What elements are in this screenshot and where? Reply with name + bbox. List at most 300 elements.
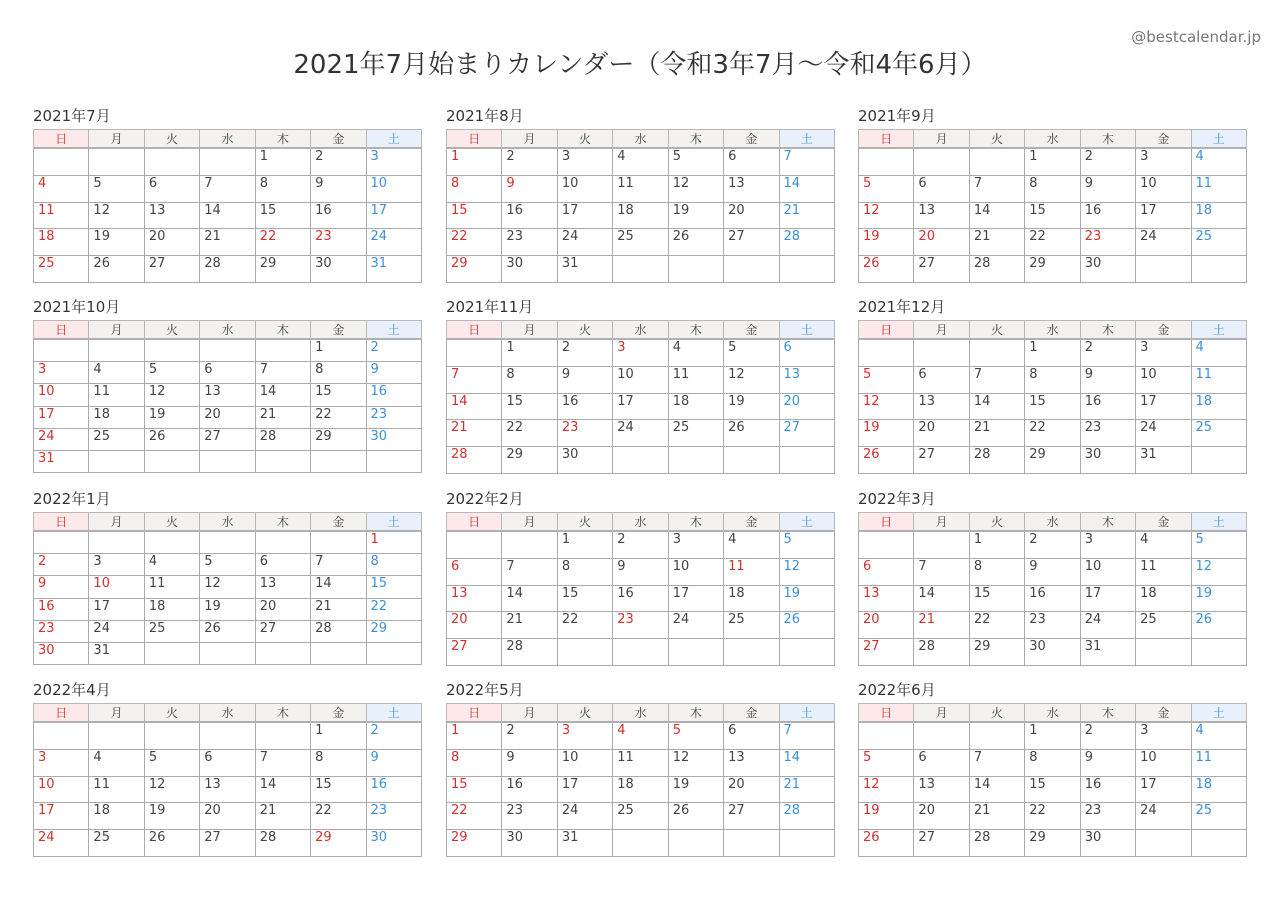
day-cell: 9 — [1080, 366, 1135, 393]
day-cell: 10 — [668, 558, 723, 585]
day-cell: 31 — [1080, 639, 1135, 666]
day-cell: 12 — [144, 776, 199, 803]
day-cell — [724, 447, 779, 474]
day-cell: 11 — [89, 384, 144, 406]
day-cell: 11 — [668, 366, 723, 393]
day-cell: 19 — [859, 229, 914, 256]
day-cell: 20 — [200, 803, 255, 830]
day-cell — [1191, 256, 1246, 283]
day-cell: 27 — [724, 803, 779, 830]
weekday-header: 土 — [1191, 130, 1246, 149]
day-cell: 16 — [1080, 776, 1135, 803]
week-row — [447, 202, 835, 229]
week-row — [34, 202, 422, 229]
week-row — [34, 749, 422, 776]
month-label: 2021年11月 — [446, 298, 534, 316]
day-cell: 19 — [1191, 585, 1246, 612]
day-cell: 20 — [200, 406, 255, 428]
day-cell: 21 — [502, 612, 557, 639]
day-cell: 25 — [144, 620, 199, 642]
day-cell: 24 — [557, 803, 612, 830]
day-cell: 14 — [914, 585, 969, 612]
weekday-header: 金 — [311, 321, 366, 340]
day-cell: 3 — [557, 722, 612, 749]
weekday-header-row — [34, 130, 422, 149]
day-cell: 16 — [557, 393, 612, 420]
day-cell: 3 — [34, 749, 89, 776]
day-cell: 7 — [779, 148, 834, 175]
day-cell — [366, 450, 421, 472]
day-cell: 18 — [724, 585, 779, 612]
day-cell: 25 — [1191, 803, 1246, 830]
day-cell: 4 — [1191, 339, 1246, 366]
day-cell: 10 — [89, 576, 144, 598]
day-cell: 29 — [311, 830, 366, 857]
day-cell: 28 — [447, 447, 502, 474]
weekday-header: 木 — [1080, 704, 1135, 723]
weekday-header: 月 — [914, 130, 969, 149]
day-cell — [668, 256, 723, 283]
month-table — [858, 512, 1247, 666]
day-cell: 16 — [34, 598, 89, 620]
day-cell: 1 — [447, 722, 502, 749]
day-cell: 12 — [89, 202, 144, 229]
day-cell: 8 — [1025, 749, 1080, 776]
week-row — [859, 803, 1247, 830]
weekday-header: 水 — [613, 321, 668, 340]
weekday-header: 日 — [447, 321, 502, 340]
weekday-header: 火 — [557, 321, 612, 340]
day-cell: 12 — [859, 776, 914, 803]
day-cell: 25 — [613, 803, 668, 830]
day-cell: 18 — [144, 598, 199, 620]
day-cell — [613, 639, 668, 666]
day-cell — [859, 531, 914, 558]
day-cell — [724, 830, 779, 857]
day-cell: 3 — [1080, 531, 1135, 558]
week-row — [34, 406, 422, 428]
weekday-header: 水 — [613, 704, 668, 723]
week-row — [34, 450, 422, 472]
day-cell: 12 — [144, 384, 199, 406]
month-label: 2022年1月 — [33, 490, 111, 508]
day-cell: 26 — [859, 447, 914, 474]
day-cell: 31 — [89, 642, 144, 664]
weekday-header: 木 — [255, 321, 310, 340]
weekday-header-row — [447, 704, 835, 723]
day-cell: 28 — [311, 620, 366, 642]
day-cell: 22 — [447, 229, 502, 256]
day-cell: 8 — [1025, 175, 1080, 202]
day-cell: 29 — [366, 620, 421, 642]
weekday-header: 火 — [144, 130, 199, 149]
day-cell: 22 — [311, 803, 366, 830]
day-cell: 27 — [914, 830, 969, 857]
day-cell: 8 — [557, 558, 612, 585]
week-row — [447, 639, 835, 666]
week-row — [34, 776, 422, 803]
day-cell: 13 — [200, 384, 255, 406]
day-cell: 19 — [89, 229, 144, 256]
day-cell: 19 — [144, 803, 199, 830]
day-cell: 8 — [1025, 366, 1080, 393]
day-cell: 5 — [668, 148, 723, 175]
week-row — [34, 576, 422, 598]
week-row — [34, 148, 422, 175]
day-cell: 12 — [1191, 558, 1246, 585]
day-cell: 11 — [613, 175, 668, 202]
weekday-header: 火 — [969, 130, 1024, 149]
month-table — [858, 320, 1247, 474]
day-cell: 3 — [1136, 148, 1191, 175]
day-cell: 23 — [502, 229, 557, 256]
day-cell — [366, 642, 421, 664]
week-row — [859, 558, 1247, 585]
weekday-header: 木 — [1080, 130, 1135, 149]
day-cell: 28 — [779, 229, 834, 256]
day-cell: 3 — [1136, 722, 1191, 749]
day-cell: 20 — [914, 229, 969, 256]
day-cell: 23 — [1025, 612, 1080, 639]
day-cell — [859, 339, 914, 366]
day-cell: 30 — [1025, 639, 1080, 666]
weekday-header: 日 — [447, 704, 502, 723]
week-row — [859, 776, 1247, 803]
day-cell: 16 — [613, 585, 668, 612]
day-cell: 13 — [779, 366, 834, 393]
weekday-header: 土 — [366, 321, 421, 340]
day-cell — [1136, 639, 1191, 666]
day-cell: 9 — [1080, 749, 1135, 776]
day-cell: 27 — [200, 428, 255, 450]
weekday-header-row — [447, 513, 835, 532]
weekday-header-row — [859, 321, 1247, 340]
day-cell: 17 — [557, 202, 612, 229]
day-cell: 14 — [502, 585, 557, 612]
day-cell: 16 — [311, 202, 366, 229]
day-cell — [255, 722, 310, 749]
week-row — [859, 229, 1247, 256]
day-cell: 22 — [447, 803, 502, 830]
month-calendar — [33, 298, 422, 473]
day-cell: 4 — [34, 175, 89, 202]
weekday-header-row — [34, 513, 422, 532]
weekday-header: 木 — [255, 704, 310, 723]
day-cell — [613, 830, 668, 857]
day-cell: 18 — [1136, 585, 1191, 612]
day-cell: 30 — [1080, 447, 1135, 474]
day-cell: 22 — [255, 229, 310, 256]
day-cell: 14 — [779, 175, 834, 202]
day-cell: 8 — [502, 366, 557, 393]
day-cell: 30 — [502, 256, 557, 283]
weekday-header: 月 — [502, 704, 557, 723]
day-cell: 10 — [34, 384, 89, 406]
weekday-header: 日 — [34, 321, 89, 340]
day-cell: 28 — [969, 447, 1024, 474]
week-row — [859, 256, 1247, 283]
week-row — [447, 420, 835, 447]
day-cell: 4 — [1136, 531, 1191, 558]
day-cell: 7 — [969, 175, 1024, 202]
day-cell: 7 — [255, 362, 310, 384]
day-cell — [1191, 447, 1246, 474]
day-cell: 6 — [724, 148, 779, 175]
weekday-header: 土 — [1191, 321, 1246, 340]
week-row — [447, 256, 835, 283]
day-cell: 3 — [34, 362, 89, 384]
day-cell: 24 — [1136, 229, 1191, 256]
day-cell: 31 — [34, 450, 89, 472]
day-cell: 13 — [724, 175, 779, 202]
month-label: 2021年10月 — [33, 298, 121, 316]
weekday-header: 火 — [969, 513, 1024, 532]
weekday-header: 月 — [89, 513, 144, 532]
week-row — [859, 639, 1247, 666]
day-cell: 6 — [144, 175, 199, 202]
day-cell — [200, 450, 255, 472]
weekday-header-row — [859, 704, 1247, 723]
weekday-header: 月 — [89, 130, 144, 149]
day-cell: 22 — [1025, 229, 1080, 256]
weekday-header: 水 — [1025, 513, 1080, 532]
day-cell: 26 — [779, 612, 834, 639]
day-cell: 13 — [447, 585, 502, 612]
day-cell: 12 — [724, 366, 779, 393]
day-cell: 3 — [613, 339, 668, 366]
weekday-header: 水 — [200, 704, 255, 723]
day-cell — [859, 148, 914, 175]
day-cell: 5 — [779, 531, 834, 558]
weekday-header: 木 — [1080, 513, 1135, 532]
day-cell — [668, 830, 723, 857]
day-cell — [914, 339, 969, 366]
weekday-header: 火 — [969, 704, 1024, 723]
day-cell: 28 — [969, 830, 1024, 857]
day-cell: 20 — [914, 420, 969, 447]
weekday-header: 金 — [1136, 704, 1191, 723]
month-label: 2022年2月 — [446, 490, 524, 508]
day-cell: 7 — [200, 175, 255, 202]
day-cell: 17 — [1136, 393, 1191, 420]
day-cell: 6 — [200, 362, 255, 384]
day-cell — [144, 450, 199, 472]
day-cell: 19 — [724, 393, 779, 420]
weekday-header: 水 — [1025, 321, 1080, 340]
day-cell: 14 — [969, 202, 1024, 229]
day-cell: 6 — [859, 558, 914, 585]
day-cell: 26 — [668, 803, 723, 830]
month-table — [858, 703, 1247, 857]
day-cell — [144, 722, 199, 749]
week-row — [447, 558, 835, 585]
month-calendar — [446, 681, 835, 857]
day-cell: 4 — [89, 362, 144, 384]
day-cell: 12 — [859, 202, 914, 229]
day-cell: 24 — [34, 830, 89, 857]
day-cell: 12 — [668, 175, 723, 202]
week-row — [859, 393, 1247, 420]
day-cell: 5 — [1191, 531, 1246, 558]
week-row — [859, 612, 1247, 639]
month-calendar — [446, 298, 835, 474]
weekday-header: 土 — [366, 513, 421, 532]
day-cell: 20 — [724, 776, 779, 803]
day-cell: 4 — [724, 531, 779, 558]
day-cell: 28 — [255, 428, 310, 450]
day-cell: 6 — [447, 558, 502, 585]
day-cell: 14 — [447, 393, 502, 420]
day-cell: 24 — [668, 612, 723, 639]
day-cell — [447, 339, 502, 366]
day-cell — [969, 722, 1024, 749]
day-cell: 11 — [144, 576, 199, 598]
day-cell: 14 — [779, 749, 834, 776]
day-cell: 23 — [613, 612, 668, 639]
week-row — [859, 175, 1247, 202]
weekday-header: 日 — [859, 704, 914, 723]
day-cell: 17 — [613, 393, 668, 420]
day-cell: 11 — [1191, 366, 1246, 393]
day-cell: 1 — [366, 531, 421, 554]
month-label: 2021年9月 — [858, 107, 936, 125]
day-cell — [200, 531, 255, 554]
day-cell — [311, 450, 366, 472]
weekday-header: 木 — [668, 704, 723, 723]
week-row — [447, 531, 835, 558]
day-cell: 2 — [557, 339, 612, 366]
day-cell: 10 — [613, 366, 668, 393]
day-cell: 1 — [557, 531, 612, 558]
day-cell: 30 — [366, 428, 421, 450]
day-cell: 21 — [779, 776, 834, 803]
weekday-header-row — [447, 130, 835, 149]
page-title: 2021年7月始まりカレンダー（令和3年7月〜令和4年6月） — [293, 50, 987, 80]
month-label: 2021年12月 — [858, 298, 946, 316]
day-cell: 27 — [859, 639, 914, 666]
week-row — [447, 749, 835, 776]
day-cell: 6 — [255, 554, 310, 576]
month-table — [33, 129, 422, 283]
day-cell — [914, 531, 969, 558]
day-cell — [1136, 830, 1191, 857]
day-cell: 26 — [724, 420, 779, 447]
day-cell: 29 — [447, 830, 502, 857]
day-cell: 24 — [613, 420, 668, 447]
month-calendar — [858, 107, 1247, 283]
day-cell: 17 — [1136, 776, 1191, 803]
month-calendar — [33, 107, 422, 283]
day-cell: 12 — [200, 576, 255, 598]
weekday-header: 木 — [255, 513, 310, 532]
day-cell: 16 — [502, 202, 557, 229]
day-cell: 24 — [34, 428, 89, 450]
day-cell: 26 — [859, 830, 914, 857]
day-cell: 29 — [969, 639, 1024, 666]
day-cell — [668, 447, 723, 474]
weekday-header: 木 — [1080, 321, 1135, 340]
day-cell — [34, 339, 89, 362]
day-cell — [89, 339, 144, 362]
day-cell: 23 — [557, 420, 612, 447]
weekday-header: 月 — [502, 513, 557, 532]
weekday-header: 日 — [447, 130, 502, 149]
day-cell: 11 — [1191, 749, 1246, 776]
weekday-header: 月 — [502, 130, 557, 149]
day-cell: 17 — [366, 202, 421, 229]
week-row — [34, 620, 422, 642]
weekday-header: 土 — [1191, 513, 1246, 532]
day-cell — [502, 531, 557, 558]
day-cell: 20 — [779, 393, 834, 420]
day-cell: 29 — [255, 256, 310, 283]
day-cell: 21 — [779, 202, 834, 229]
day-cell: 28 — [779, 803, 834, 830]
day-cell: 15 — [969, 585, 1024, 612]
day-cell: 13 — [914, 393, 969, 420]
week-row — [34, 339, 422, 362]
day-cell: 8 — [311, 749, 366, 776]
day-cell: 16 — [366, 384, 421, 406]
day-cell: 9 — [1080, 175, 1135, 202]
day-cell: 8 — [255, 175, 310, 202]
month-table — [33, 320, 422, 473]
day-cell: 24 — [557, 229, 612, 256]
day-cell: 5 — [859, 175, 914, 202]
day-cell: 1 — [1025, 148, 1080, 175]
day-cell: 17 — [1136, 202, 1191, 229]
day-cell: 19 — [779, 585, 834, 612]
day-cell: 15 — [1025, 202, 1080, 229]
day-cell: 19 — [859, 803, 914, 830]
weekday-header: 木 — [668, 130, 723, 149]
day-cell: 14 — [255, 776, 310, 803]
day-cell: 23 — [502, 803, 557, 830]
day-cell: 8 — [311, 362, 366, 384]
week-row — [34, 428, 422, 450]
day-cell: 1 — [1025, 339, 1080, 366]
month-table — [446, 129, 835, 283]
day-cell: 4 — [613, 722, 668, 749]
day-cell — [34, 531, 89, 554]
day-cell: 23 — [34, 620, 89, 642]
weekday-header: 土 — [779, 321, 834, 340]
day-cell — [89, 450, 144, 472]
day-cell: 20 — [255, 598, 310, 620]
day-cell: 19 — [668, 776, 723, 803]
day-cell: 27 — [447, 639, 502, 666]
day-cell: 2 — [1025, 531, 1080, 558]
day-cell: 5 — [89, 175, 144, 202]
day-cell: 28 — [200, 256, 255, 283]
day-cell — [724, 639, 779, 666]
day-cell: 7 — [914, 558, 969, 585]
day-cell: 8 — [447, 749, 502, 776]
week-row — [34, 830, 422, 857]
month-label: 2022年6月 — [858, 681, 936, 699]
day-cell: 27 — [200, 830, 255, 857]
day-cell: 7 — [969, 749, 1024, 776]
weekday-header: 月 — [914, 321, 969, 340]
day-cell: 10 — [366, 175, 421, 202]
site-credit: @bestcalendar.jp — [1131, 28, 1261, 46]
month-table — [446, 512, 835, 666]
day-cell: 4 — [1191, 722, 1246, 749]
day-cell: 25 — [1191, 420, 1246, 447]
month-table — [858, 129, 1247, 283]
day-cell: 1 — [311, 722, 366, 749]
day-cell: 9 — [1025, 558, 1080, 585]
